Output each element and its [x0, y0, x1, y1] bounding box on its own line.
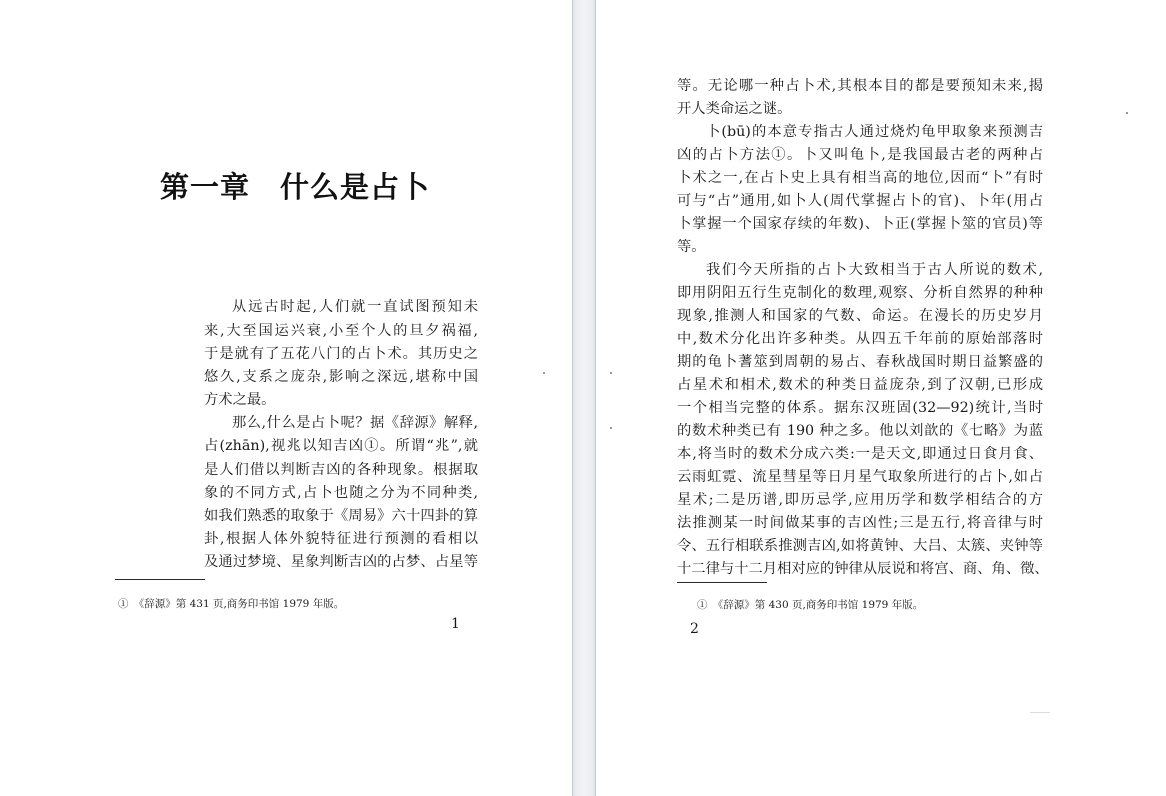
text-line: 卜掌握一个国家存续的年数)、卜正(掌握卜筮的官员)等: [677, 216, 1043, 232]
text-line: 十二律与十二月相对应的钟律从辰说和将宫、商、角、徵、: [677, 561, 1049, 577]
text-line: 卜术之一,在占卜史上具有相当高的地位,因而“卜”有时: [677, 170, 1043, 186]
text-line: 及通过梦境、星象判断吉凶的占梦、占星等: [204, 554, 478, 570]
text-line: 占星术和相术,数术的种类日益庞杂,到了汉朝,已形成: [677, 377, 1043, 393]
text-line: 是人们借以判断吉凶的各种现象。根据取: [204, 462, 478, 478]
scan-speck: [1030, 712, 1050, 713]
text-line: 那么,什么是占卜呢？据《辞源》解释,: [232, 415, 478, 431]
footnote: ① 《辞源》第 431 页,商务印书馆 1979 年版。: [118, 598, 345, 610]
text-line: 法推测某一时间做某事的吉凶性;三是五行,将音律与时: [677, 515, 1043, 531]
page-number: 1: [451, 616, 460, 632]
text-line: 本,将当时的数术分成六类:一是天文,即通过日食月食、: [677, 446, 1043, 462]
text-line: 令、五行相联系推测吉凶,如将黄钟、大吕、太簇、夹钟等: [677, 538, 1043, 554]
text-line: 悠久,支系之庞杂,影响之深远,堪称中国: [204, 369, 478, 385]
text-line: 于是就有了五花八门的占卜术。其历史之: [204, 346, 478, 362]
text-line: 占(zhān),视兆以知吉凶①。所谓“兆”,就: [204, 438, 478, 454]
text-line: 云雨虹霓、流星彗星等日月星气取象所进行的占卜,如占: [677, 469, 1043, 485]
footnote-rule: [115, 579, 205, 580]
scan-speck: [610, 427, 612, 429]
text-line: 现象,推测人和国家的气数、命运。在漫长的历史岁月: [677, 308, 1043, 324]
page-gutter: [572, 0, 596, 796]
footnote-rule: [677, 582, 767, 583]
text-line: 方术之最。: [204, 392, 276, 408]
scan-speck: [1126, 112, 1128, 114]
footnote: ① 《辞源》第 430 页,商务印书馆 1979 年版。: [697, 599, 924, 611]
text-line: 一个相当完整的体系。据东汉班固(32—92)统计,当时: [677, 400, 1043, 416]
text-line: 等。: [677, 239, 706, 255]
scan-speck: [543, 372, 545, 374]
text-line: 开人类命运之谜。: [677, 101, 792, 117]
text-line: 从远古时起,人们就一直试图预知未: [232, 299, 478, 315]
text-line: 卜(bū)的本意专指古人通过烧灼龟甲取象来预测吉: [706, 124, 1043, 140]
text-line: 的数术种类已有 190 种之多。他以刘歆的《七略》为蓝: [677, 423, 1043, 439]
scan-speck: [610, 372, 612, 374]
text-line: 等。无论哪一种占卜术,其根本目的都是要预知未来,揭: [677, 78, 1043, 94]
text-line: 中,数术分化出许多种类。从四五千年前的原始部落时: [677, 331, 1043, 347]
text-line: 卦,根据人体外貌特征进行预测的看相以: [204, 531, 478, 547]
text-line: 如我们熟悉的取象于《周易》六十四卦的算: [204, 508, 478, 524]
text-line: 可与“占”通用,如卜人(周代掌握占卜的官)、卜年(用占: [677, 193, 1043, 209]
text-line: 即用阴阳五行生克制化的数理,观察、分析自然界的种种: [677, 285, 1043, 301]
text-line: 我们今天所指的占卜大致相当于古人所说的数术,: [706, 262, 1043, 278]
page-number: 2: [690, 621, 699, 637]
text-line: 凶的占卜方法①。卜又叫龟卜,是我国最古老的两种占: [677, 147, 1043, 163]
text-line: 星术;二是历谱,即历忌学,应用历学和数学相结合的方: [677, 492, 1043, 508]
chapter-title: 第一章 什么是占卜: [160, 170, 431, 204]
text-line: 来,大至国运兴衰,小至个人的旦夕祸福,: [204, 323, 478, 339]
text-line: 象的不同方式,占卜也随之分为不同种类,: [204, 485, 478, 501]
text-line: 期的龟卜蓍筮到周朝的易占、春秋战国时期日益繁盛的: [677, 354, 1043, 370]
